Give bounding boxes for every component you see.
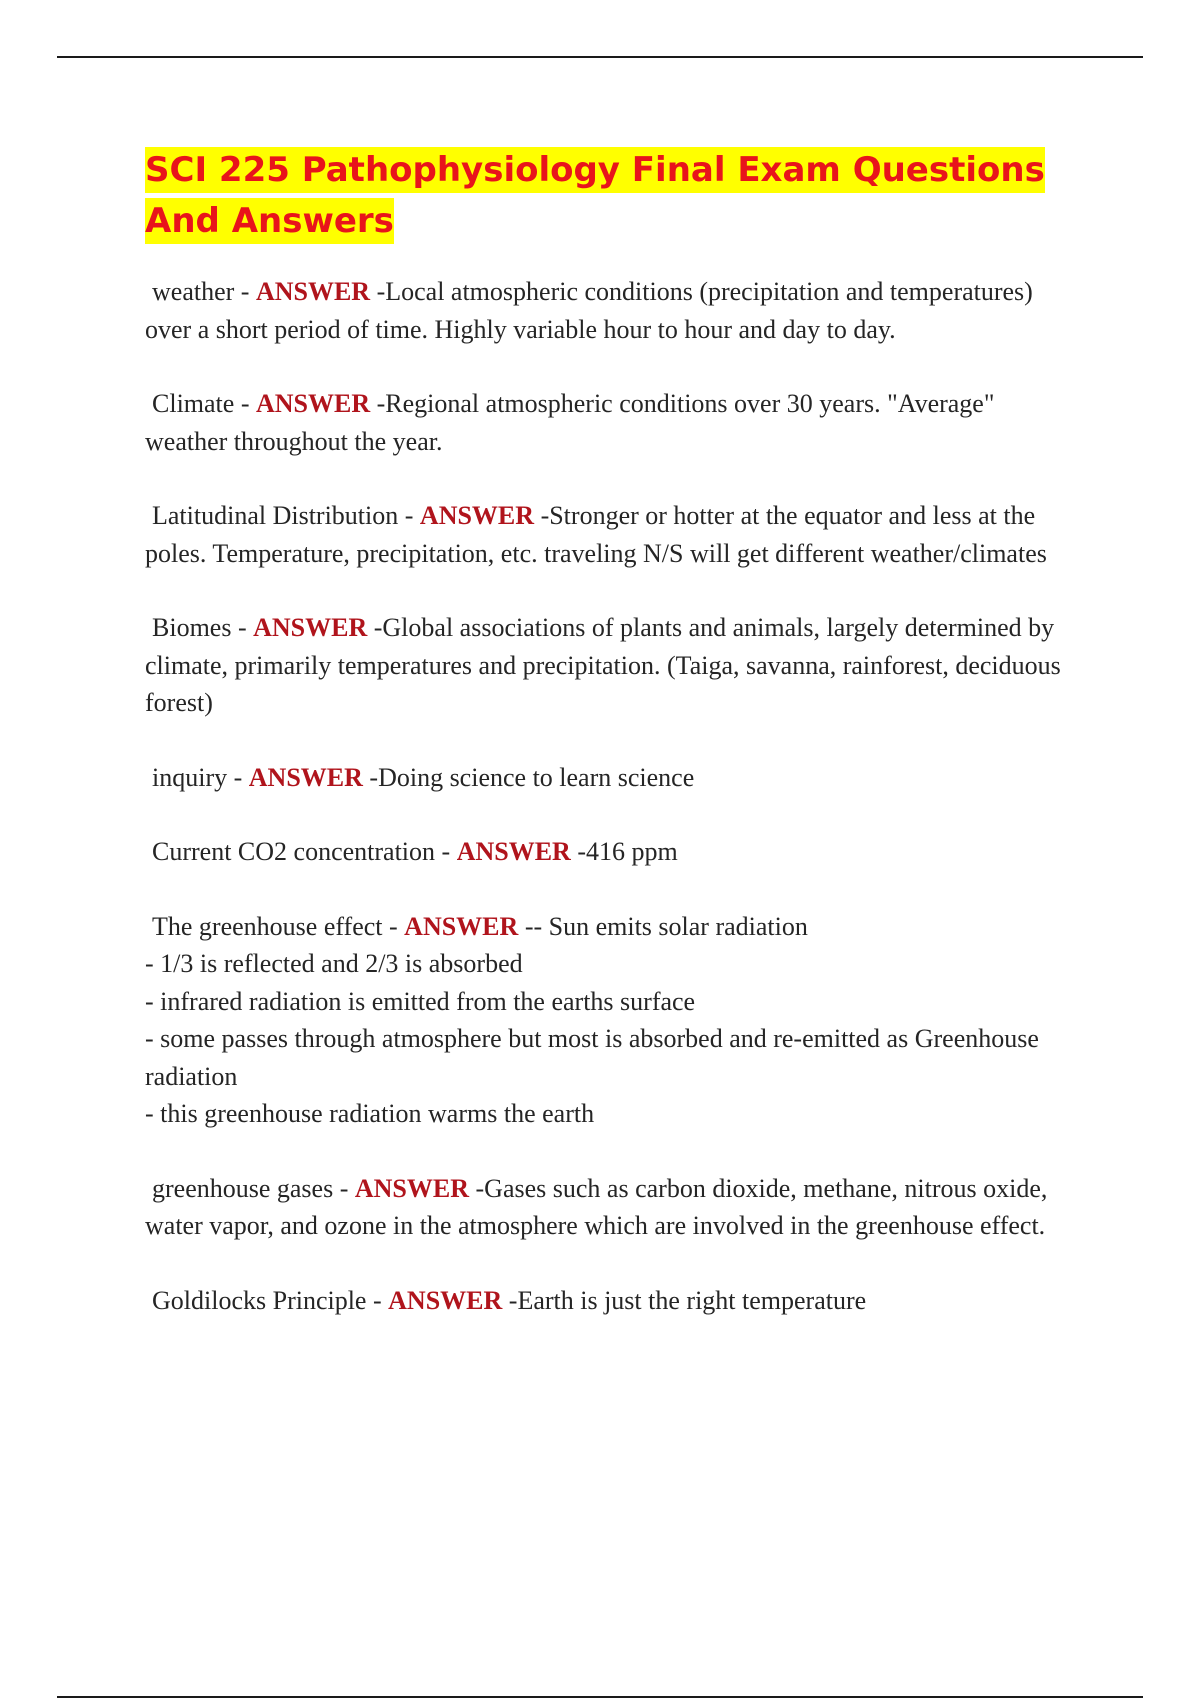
qa-entry [145,273,1075,348]
qa-definition: -Global associations of plants and animals, largely determined by climate, primarily temperatures and precipitation. (Taiga, savanna, rainforest, deciduous forest) [145,613,1061,717]
bottom-rule [57,1696,1143,1698]
answer-label: ANSWER [388,1285,503,1315]
qa-definition: -416 ppm [570,837,678,866]
qa-definition: -Earth is just the right temperature [502,1285,867,1315]
qa-definition-line: - 1/3 is reflected and 2/3 is absorbed [145,949,523,978]
top-rule [57,56,1143,58]
qa-definition: -Doing science to learn science [362,762,695,792]
qa-definition: -Regional atmospheric conditions over 30 years. "Average" weather throughout the year. [145,389,995,456]
answer-label: ANSWER [255,277,371,306]
qa-definition: -Stronger or hotter at the equator and less at the poles. Temperature, precipitation, etc. traveling N/S will get different weather/climates [145,501,1047,568]
answer-label: ANSWER [419,501,535,530]
qa-entry [145,497,1075,572]
qa-definition-line: - some passes through atmosphere but most is absorbed and re-emitted as Greenhouse radiation [145,1024,1039,1091]
document-title-text: SCI 225 Pathophysiology Final Exam Questions And Answers [145,147,1045,244]
qa-definition: -Gases such as carbon dioxide, methane, nitrous oxide, water vapor, and ozone in the atmosphere which are involved in the greenhouse effect. [145,1173,1048,1240]
qa-term: The greenhouse effect - [152,911,405,941]
qa-entry [145,1282,1075,1320]
answer-label: ANSWER [404,911,519,941]
qa-term: greenhouse gases - [152,1173,355,1203]
qa-entry [145,833,1075,871]
qa-term: Latitudinal Distribution - [152,501,420,530]
qa-definition: -- Sun emits solar radiation [518,911,808,941]
answer-label: ANSWER [456,837,571,866]
answer-label: ANSWER [255,389,371,418]
qa-definition-line: - infrared radiation is emitted from the earths surface [145,986,696,1016]
qa-term: Goldilocks Principle - [152,1285,389,1315]
qa-entry [145,609,1075,722]
answer-label: ANSWER [253,613,368,642]
answer-label: ANSWER [248,762,363,792]
qa-term: Biomes - [152,613,254,642]
qa-list [145,273,1075,1319]
qa-entry [145,759,1075,797]
qa-entry [145,385,1075,460]
qa-term: Climate - [152,389,256,418]
answer-label: ANSWER [354,1173,470,1203]
qa-entry [145,1170,1075,1245]
qa-definition-line: - this greenhouse radiation warms the earth [145,1099,595,1128]
qa-entry [145,908,1075,1133]
qa-term: weather - [152,277,256,306]
qa-definition: -Local atmospheric conditions (precipitation and temperatures) over a short period of time. Highly variable hour to hour and day to day. [145,277,1033,344]
document-title [145,145,1075,247]
document-body [145,145,1075,1356]
qa-term: Current CO2 concentration - [152,837,457,866]
qa-term: inquiry - [152,762,249,792]
